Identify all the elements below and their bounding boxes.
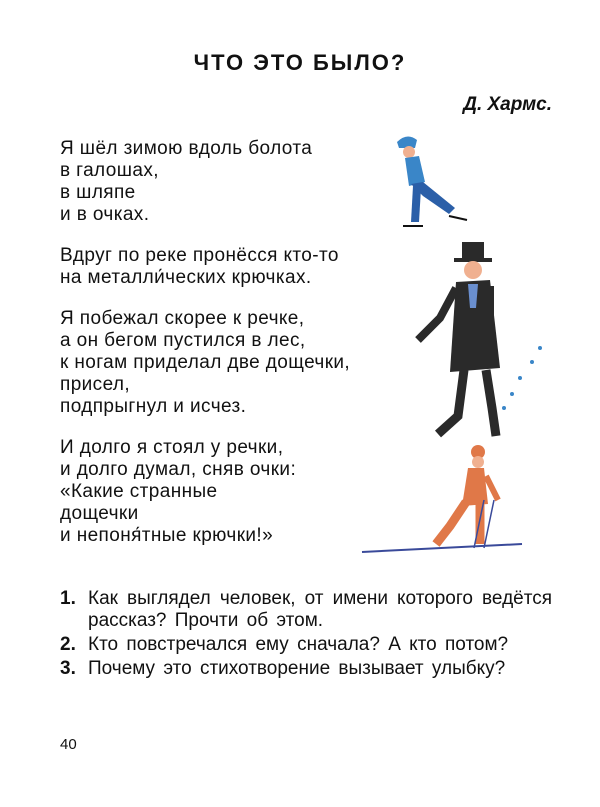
poem-stanza xyxy=(60,308,410,418)
poem-line: и непоня́тные крючки!» xyxy=(60,525,274,546)
poem-line: в галошах, xyxy=(60,160,159,181)
skier-arm xyxy=(486,476,498,500)
footprint xyxy=(538,346,542,350)
question-item xyxy=(60,658,552,680)
footprint xyxy=(518,376,522,380)
footprint xyxy=(502,406,506,410)
question-text: Кто повстречался ему сначала? А кто потом? xyxy=(88,634,509,655)
poem-line: Я шёл зимою вдоль болота xyxy=(60,138,313,159)
ski-pole xyxy=(484,500,494,548)
poem-line: дощечки xyxy=(60,503,139,524)
ski xyxy=(362,544,522,552)
question-text: Как выглядел человек, от имени которого ведётся рассказ? Прочти об этом. xyxy=(88,588,552,631)
skier-leg xyxy=(436,502,466,544)
skater-head xyxy=(403,146,415,158)
question-item xyxy=(60,588,552,632)
poem-stanza xyxy=(60,138,410,226)
poem-line: к ногам приделал две дощечки, xyxy=(60,352,351,373)
man-leg xyxy=(486,370,496,436)
poem-line: подпрыгнул и исчез. xyxy=(60,396,247,417)
page-number: 40 xyxy=(60,736,77,753)
skater-jacket xyxy=(405,156,425,186)
question-number: 2. xyxy=(60,634,76,655)
man-illustration xyxy=(400,238,550,458)
poem-line: и долго думал, сняв очки: xyxy=(60,459,297,480)
question-text: Почему это стихотворение вызывает улыбку? xyxy=(88,658,506,679)
poem-line: Вдруг по реке пронёсся кто-то xyxy=(60,245,339,266)
author-name: Д. Хармс. xyxy=(463,94,552,115)
poem-line: «Какие странные xyxy=(60,481,218,502)
skate-blade xyxy=(449,216,467,220)
poem-line: а он бегом пустился в лес, xyxy=(60,330,306,351)
footprint xyxy=(510,392,514,396)
skier-illustration xyxy=(358,440,528,560)
man-head xyxy=(464,261,482,279)
question-number: 1. xyxy=(60,588,76,609)
questions-list xyxy=(60,588,552,682)
question-item xyxy=(60,634,552,656)
poem-line: и в очках. xyxy=(60,204,150,225)
man-leg xyxy=(438,370,464,434)
skier-head xyxy=(472,456,484,468)
footprint xyxy=(530,360,534,364)
man-arm xyxy=(418,288,456,340)
poem-line: И долго я стоял у речки, xyxy=(60,437,284,458)
skater-hat xyxy=(397,136,417,148)
question-number: 3. xyxy=(60,658,76,679)
poem-line: на металли́ческих крючках. xyxy=(60,267,312,288)
man-arm xyxy=(490,286,492,368)
skater-illustration xyxy=(385,130,475,240)
skater-leg-left xyxy=(411,186,421,222)
poem-line: Я побежал скорее к речке, xyxy=(60,308,305,329)
poem-line: в шляпе xyxy=(60,182,136,203)
poem-line: присел, xyxy=(60,374,131,395)
poem-stanza xyxy=(60,245,410,289)
man-hat xyxy=(462,242,484,260)
page-title: ЧТО ЭТО БЫЛО? xyxy=(193,50,407,75)
